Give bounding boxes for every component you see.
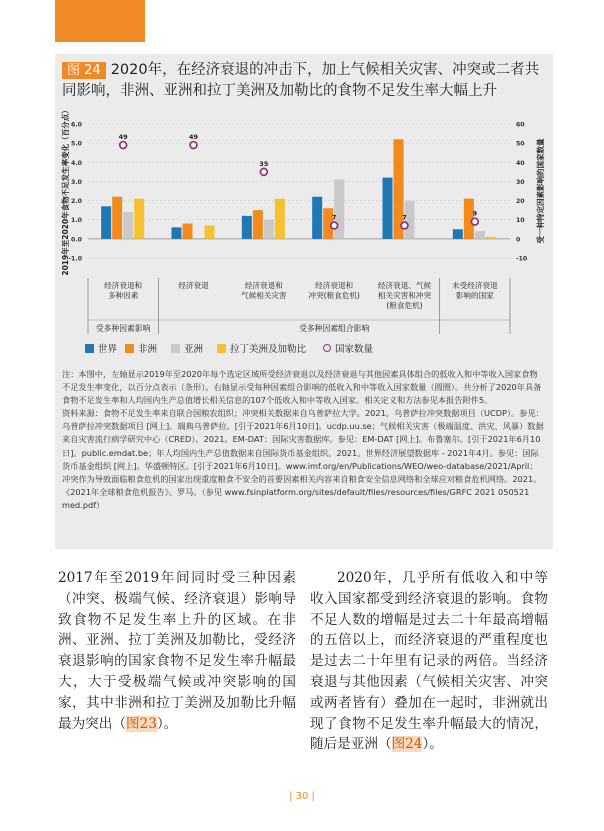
- category-label: (粮食危机): [386, 301, 423, 310]
- bar: [172, 227, 182, 238]
- bar: [264, 220, 274, 239]
- legend-label-latam: 拉丁美洲及加勒比: [230, 344, 307, 355]
- bar-chart: [61, 106, 548, 362]
- group-label: 受多种因素影响: [95, 324, 151, 333]
- legend-item-world: [85, 341, 117, 355]
- y2-tick-label: 30: [516, 178, 525, 186]
- legend-item-africa: [125, 341, 157, 355]
- chart-legend: [85, 341, 545, 357]
- country-count-marker: [190, 142, 197, 149]
- y2-tick-label: 40: [516, 159, 525, 167]
- bar: [383, 178, 393, 239]
- country-count-marker: [120, 142, 127, 149]
- body-left-text: 2017年至2019年间同时受三种因素（冲突、极端气候、经济衰退）影响导致食物不足发生率上升的区域。在非洲、亚洲、拉丁美洲及加勒比，受经济衰退影响的国家食物不足发生率升幅最大，大于受极端气候或冲突影响的国家，其中非洲和拉丁美洲及加勒比升幅最为突出（: [58, 570, 296, 732]
- body-column-left: [58, 568, 296, 734]
- category-label: 相关灾害和冲突: [377, 291, 432, 300]
- y2-tick-label: 20: [516, 198, 525, 206]
- body-right-text: 2020年，几乎所有低收入和中等收入国家都受到经济衰退的影响。食物不足人数的增幅是过去二十年最高增幅的五倍以上，而经济衰退的严重程度也是过去二十年里有记录的两倍。当经济衰退与其他因素（气候相关灾害、冲突或两者皆有）叠加在一起时，非洲就出现了食物不足发生率升幅最大的情况，随后是亚洲（: [310, 570, 548, 753]
- body-column-right: [310, 568, 548, 755]
- y-tick-label: 4.0: [71, 159, 82, 167]
- category-label: 经济衰退和: [104, 281, 143, 290]
- bar: [101, 206, 111, 239]
- category-label: 气候相关灾害: [241, 291, 287, 300]
- y-tick-label: 3.0: [71, 178, 82, 186]
- category-label: 影响的国家: [455, 291, 494, 300]
- category-label: 未受经济衰退: [452, 281, 498, 290]
- figure-24-link[interactable]: 图24: [391, 736, 423, 753]
- country-count-label: 7: [402, 213, 407, 222]
- y2-axis-title: 受一种特定因素影响的国家数量: [536, 138, 545, 244]
- category-label: 经济衰退和: [244, 281, 283, 290]
- figure-title: [62, 60, 548, 102]
- bar: [331, 180, 344, 239]
- legend-swatch-latam: [217, 344, 226, 353]
- category-label: 经济衰退: [178, 281, 209, 290]
- y-tick-label: 0.0: [71, 236, 82, 244]
- figure-tag: 图 24: [62, 62, 106, 79]
- body-paragraph-right: [310, 568, 548, 755]
- bar: [123, 212, 133, 239]
- header-accent-bar: [55, 0, 145, 42]
- y2-tick-label: 10: [516, 217, 525, 225]
- figure-notes: [62, 368, 544, 512]
- figure-note: 注：本图中，左轴显示2019年至2020年每个选定区域所受经济衰退以及经济衰退与其他因素具体组合的低收入和中等收入国家食物不足发生率变化，以百分点表示（条形）。右轴显示受每种因素组合影响的低收入和中等收入国家数量（圆圈）。共分析了2020年具备食物不足发生率和人均国内生产总值增长相关信息的107个低收入和中等收入国家。相关定义和方法参见本报告附件5。: [62, 369, 542, 406]
- group-label: 受多种因素组合影响: [299, 324, 370, 333]
- category-label: 多种因素: [107, 291, 139, 300]
- bar: [183, 224, 193, 239]
- legend-label-country-count: 国家数量: [335, 344, 374, 355]
- legend-swatch-world: [85, 344, 94, 353]
- bar: [453, 229, 463, 239]
- legend-item-country-count: [323, 341, 373, 355]
- bar: [253, 210, 263, 239]
- y-tick-label: 5.0: [71, 140, 82, 148]
- country-count-marker: [401, 222, 408, 229]
- bar: [312, 197, 322, 239]
- y2-tick-label: 50: [516, 140, 525, 148]
- country-count-label: 49: [188, 133, 199, 142]
- bar: [205, 225, 215, 238]
- legend-label-africa: 非洲: [138, 344, 158, 355]
- y-tick-label: 6.0: [71, 121, 82, 129]
- bar: [134, 199, 144, 239]
- country-count-label: 35: [259, 159, 269, 168]
- body-right-end: ）。: [422, 736, 443, 753]
- figure-source: 资料来源：食物不足发生率来自联合国粮农组织；冲突相关数据来自乌普萨拉大学。2021。乌普萨拉冲突数据项目（UCDP）。参见：乌普萨拉冲突数据项目 [网上]。瑞典乌普萨拉。[引于2021年6月10日]。ucdp.uu.se；气候相关灾害（极端温度、洪灾、风暴）数据来自灾害流行病学研究中心（CRED）。2021。EM-DAT：国际灾害数据库。参见：EM-DAT [网上]。布鲁塞尔。[引于2021年6月10日]。public.emdat.be；年人均国内生产总值数据来自国际货币基金组织。2021。世界经济展望数据库 - 2021年4月。参见：国际货币基金组织 [网上]。华盛顿特区。[引于2021年6月10日]。www.imf.org/en/Publications/WEO/weo-database/2021/April；冲突作为导致面临粮食危机的国家出现重度粮食不安全的首要因素相关内容来自粮食安全信息网络和全球应对粮食危机网络。2021。《2021年全球粮食危机报告》。罗马。（参见 www.fsinplatform.org/sites/default/files/resources/files/GRFC 2021 050521 med.pdf）: [62, 408, 544, 510]
- y2-tick-label: 0: [516, 236, 521, 244]
- category-label: 经济衰退、气候: [377, 281, 432, 290]
- country-count-label: 49: [118, 133, 128, 142]
- y-axis-title: 2019年至2020年食物不足发生率变化（百分点）: [61, 106, 70, 276]
- country-count-marker: [471, 218, 478, 225]
- legend-swatch-asia: [171, 344, 180, 353]
- legend-item-latam: [217, 341, 306, 355]
- y2-tick-label: -10: [516, 255, 528, 263]
- category-label: 经济衰退和: [315, 281, 354, 290]
- bar: [486, 237, 496, 239]
- bar: [242, 216, 252, 239]
- body-paragraph-left: [58, 568, 296, 734]
- y2-tick-label: 60: [516, 121, 525, 129]
- bar: [275, 199, 285, 239]
- country-count-marker: [331, 222, 338, 229]
- bar: [475, 231, 485, 239]
- body-left-end: ）。: [156, 715, 178, 732]
- chart-svg: [61, 106, 548, 362]
- figure-23-link[interactable]: 图23: [125, 715, 157, 732]
- figure-title-text: 2020年，在经济衰退的冲击下，加上气候相关灾害、冲突或二者共同影响，非洲、亚洲和拉丁美洲及加勒比的食物不足发生率大幅上升: [62, 62, 540, 99]
- y-tick-label: 1.0: [71, 217, 82, 225]
- legend-label-world: 世界: [98, 344, 118, 355]
- legend-swatch-africa: [125, 344, 134, 353]
- country-count-label: 9: [472, 209, 478, 218]
- legend-item-asia: [171, 341, 203, 355]
- y-tick-label: -1.0: [68, 255, 82, 263]
- bar: [112, 197, 122, 239]
- y-tick-label: 2.0: [71, 198, 82, 206]
- country-count-marker: [260, 168, 267, 175]
- category-label: 冲突(粮食危机): [308, 291, 360, 300]
- legend-label-asia: 亚洲: [184, 344, 204, 355]
- country-count-label: 7: [331, 213, 337, 222]
- legend-circle-country-count: [323, 344, 331, 352]
- page-number: | 30 |: [289, 791, 315, 802]
